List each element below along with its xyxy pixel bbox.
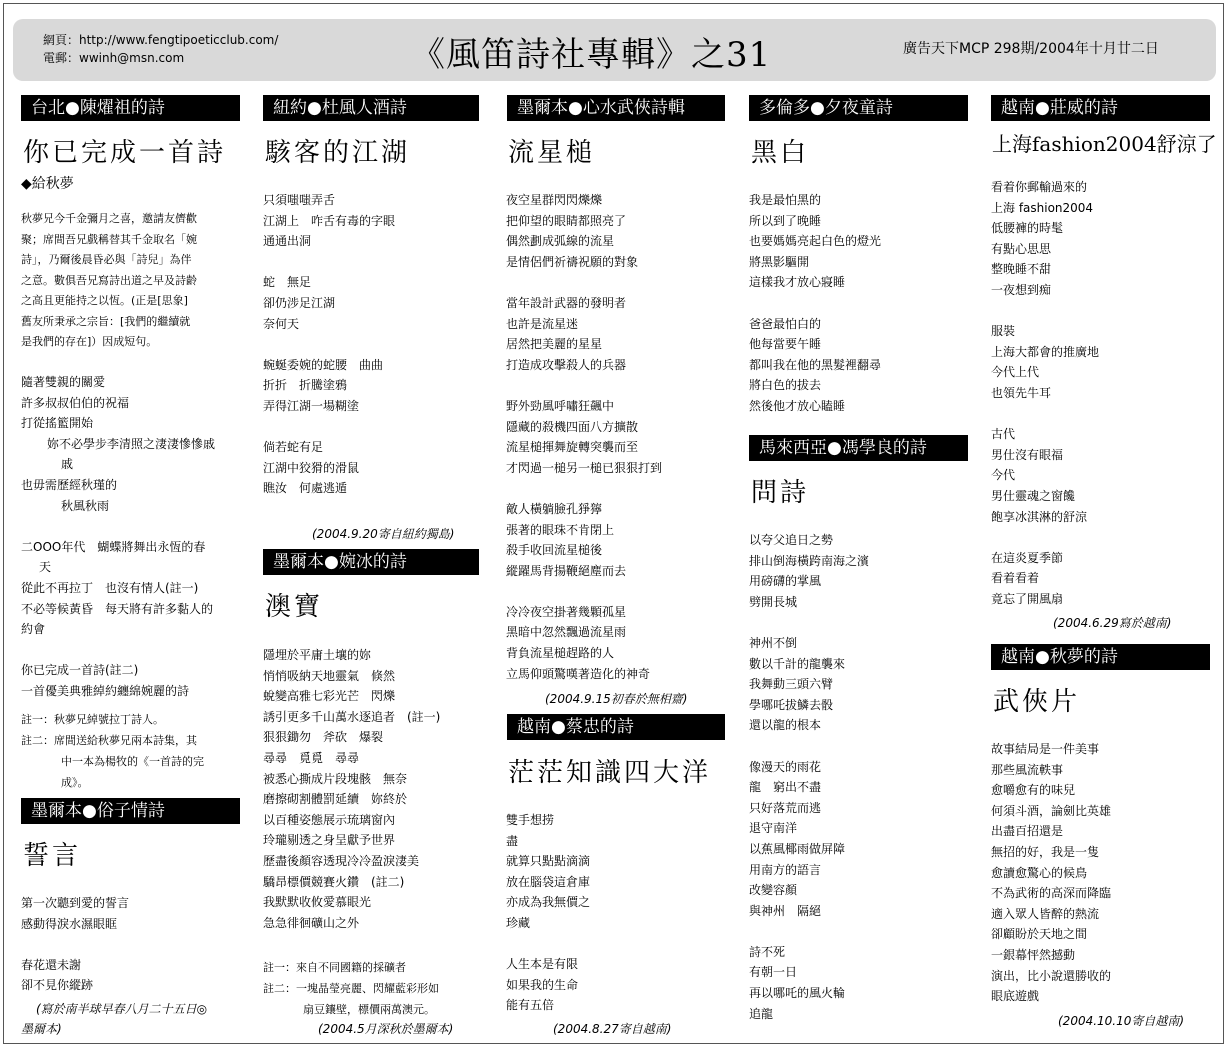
text-line: 隱埋於平庸土壤的妳 (263, 648, 372, 662)
text-line: 再以哪吒的風火輪 (749, 986, 846, 1001)
date-line: (2004.5月深秋於墨爾本) (318, 1022, 454, 1036)
text-line: 冷冷夜空掛著幾顆孤星 (506, 604, 627, 619)
text-line: 看着你郵輸過來的 (991, 180, 1088, 194)
date-line: (2004.9.15初春於無相齋) (545, 692, 688, 706)
poem-body (506, 190, 662, 684)
text-line: 竟忘了開風扇 (991, 591, 1064, 606)
text-line: 磨擦砌割體罰延續 妳終於 (263, 792, 408, 807)
text-line: 隱藏的殺機四面八方擴散 (506, 419, 639, 434)
text-line: 野外勁風呼嘯狂飆中 (506, 398, 615, 413)
text-line: 是我們的存在]）因成短句。 (21, 335, 158, 348)
text-line: 張著的眼珠不肯閉上 (506, 522, 615, 537)
text-line (749, 293, 881, 314)
poem-title: 駭客的江湖 (265, 138, 411, 168)
text-line: 出盡百招還是 (991, 824, 1064, 839)
text-line: 所以到了晚睡 (749, 213, 822, 228)
text-line: 數以千計的龍襲來 (749, 656, 846, 671)
text-line: 用磅礴的掌風 (749, 574, 822, 589)
text-line: 歷盡後顏容透現冷冷盈淚淒美 (263, 853, 420, 868)
text-line: 放在腦袋這倉庫 (506, 874, 591, 889)
text-line: 急急徘徊礦山之外 (263, 915, 360, 930)
text-line: 只好落荒而逃 (749, 800, 822, 815)
poem-body (21, 893, 129, 996)
text-line: 詩不死 (749, 944, 786, 959)
text-line: 人生本是有限 (506, 957, 579, 972)
text-line: 爸爸最怕白的 (749, 316, 822, 331)
text-line: 許多叔叔伯伯的祝福 (21, 395, 130, 410)
text-line: 卻顧盼於天地之間 (991, 927, 1088, 942)
text-line (506, 581, 662, 602)
text-line: 狠狠鋤勿 斧砍 爆裂 (263, 730, 384, 745)
preface-text (21, 209, 197, 353)
text-line: 我默默收攸愛慕眼光 (263, 895, 372, 910)
text-line: 殺手收回流星槌後 (506, 543, 603, 558)
text-line: 珍藏 (506, 915, 531, 930)
text-line: 改變容顏 (749, 883, 798, 898)
text-line: 也要媽媽亮起白色的燈光 (749, 234, 882, 249)
text-line: 整晚睡不甜 (991, 262, 1052, 277)
text-line: 尋尋 覓覓 尋尋 (263, 750, 360, 765)
text-line: 註一：秋夢兄綽號拉丁詩人。 (21, 713, 164, 726)
text-line: 註二：席間送給秋夢兄兩本詩集，其 (21, 734, 197, 747)
text-line: 被悉心撕成片段塊骸 無奈 (263, 771, 408, 786)
text-line: 看着看着 (991, 571, 1040, 586)
text-line: 適入眾人皆醉的熱流 (991, 906, 1100, 921)
poem-body (749, 530, 869, 1024)
text-line: 他每當要午睡 (749, 337, 822, 352)
poem-body (263, 190, 395, 499)
text-line: 一夜想到痴 (991, 282, 1052, 297)
text-line: 卻不見你縱跡 (21, 978, 94, 993)
section-bar: 越南●秋夢的詩 (991, 644, 1210, 670)
text-line: 扇豆鑲壁，標價兩萬澳元。 (303, 1003, 435, 1016)
text-line: 如果我的生命 (506, 977, 579, 992)
text-line: 一銀幕怦然撼動 (991, 947, 1076, 962)
text-line: 飽享冰淇淋的舒涼 (991, 509, 1088, 524)
text-line: 上海大都會的推廣地 (991, 344, 1100, 359)
poem-body (991, 177, 1099, 609)
text-line: 將黑影驅開 (749, 254, 810, 269)
text-line: 打從搖籃開始 (21, 416, 94, 431)
text-line: 通通出洞 (263, 234, 312, 249)
text-line: 蛻變高雅七彩光芒 閃爍 (263, 689, 396, 704)
text-line (991, 301, 1099, 322)
text-line: 第一次聽到愛的誓言 (21, 896, 130, 910)
text-line: 也毋需歷經秋瑾的 (21, 477, 118, 492)
text-line: 將白色的拔去 (749, 378, 822, 393)
section-bar: 台北●陳燿祖的詩 (21, 95, 240, 121)
dedication: ◆給秋夢 (21, 176, 74, 192)
text-line: 註二：一塊晶瑩亮麗、閃耀藍彩形如 (263, 982, 439, 995)
text-line: 奈何天 (263, 316, 300, 331)
text-line: 退守南洋 (749, 821, 798, 836)
website-line: 網頁：http://www.fengtipoeticclub.com/ (43, 33, 279, 47)
poem-body (991, 739, 1111, 1007)
text-line: 江湖中狡猾的滑鼠 (263, 460, 360, 475)
text-line (263, 334, 395, 355)
text-line: 劈開長城 (749, 594, 798, 609)
header-banner (13, 19, 1216, 81)
text-line: 與神州 隔絕 (749, 903, 822, 918)
text-line: 聚；席間吾兄戲稱替其千金取名「婉 (21, 232, 197, 246)
text-line (506, 272, 662, 293)
text-line: 舊友所秉承之宗旨：[我們的繼續就 (21, 314, 191, 328)
text-line (506, 375, 662, 396)
text-line: 排山倒海橫跨南海之濱 (749, 553, 870, 568)
text-line: 夜空星群閃閃爍爍 (506, 193, 603, 207)
text-line (991, 527, 1099, 548)
poem-body (506, 810, 590, 1016)
text-line: 偶然劃成弧線的流星 (506, 234, 615, 249)
text-line: 神州不倒 (749, 635, 798, 650)
text-line: 服裝 (991, 324, 1016, 339)
text-line: 男仕沒有眼福 (991, 447, 1064, 462)
poem-title: 誓言 (23, 841, 82, 871)
text-line: 弄得江湖一場糊塗 (263, 398, 360, 413)
text-line: 無招的好，我是一隻 (991, 844, 1100, 859)
text-line: 那些風流軼事 (991, 762, 1064, 777)
text-line (749, 612, 869, 633)
section-bar: 墨爾本●心水武俠詩輯 (507, 95, 725, 121)
text-line: 感動得淚水濕眼眶 (21, 916, 118, 931)
text-line: 江湖上 咋舌有毒的字眼 (263, 213, 396, 228)
section-bar: 墨爾本●婉冰的詩 (263, 549, 479, 575)
text-line: 把仰望的眼睛都照亮了 (506, 213, 627, 228)
poem-title: 黑白 (751, 138, 810, 168)
text-line: 然後他才放心瞌睡 (749, 398, 846, 413)
poem-title: 流星槌 (508, 138, 596, 168)
section-bar: 紐約●杜風人酒詩 (263, 95, 479, 121)
footnotes (263, 957, 439, 1020)
date-line: (2004.10.10寄自越南) (1058, 1014, 1185, 1028)
text-line (263, 417, 395, 438)
text-line: 詩」，乃爾後晨昏必與「詩兒」為伴 (21, 253, 192, 266)
text-line: 蜿蜒委婉的蛇腰 曲曲 (263, 357, 384, 372)
footnotes (21, 709, 204, 793)
text-line: 都叫我在他的黑髮裡翻尋 (749, 357, 882, 372)
text-line: 黑暗中忽然飄過流星雨 (506, 625, 627, 640)
text-line: 玲瓏剔透之身呈獻予世界 (263, 833, 396, 848)
date-line: (2004.6.29寫於越南) (1053, 616, 1172, 630)
poem-body (21, 372, 215, 702)
text-line: 流星槌揮舞旋轉突襲而至 (506, 440, 639, 455)
text-line: 眼底遊戲 (991, 989, 1040, 1004)
text-line: 縱躍馬背揚鞭絕塵而去 (506, 563, 627, 578)
text-line: 用南方的語言 (749, 862, 822, 877)
text-line: 一首優美典雅綽約纏綿婉麗的詩 (21, 683, 190, 698)
email-line: 電郵：wwinh@msn.com (43, 51, 185, 65)
text-line (749, 736, 869, 757)
text-line: 約會 (21, 622, 46, 637)
text-line: 誘引更多千山萬水逐追者 (註一) (263, 709, 441, 724)
text-line: 打造成攻擊殺人的兵器 (506, 357, 627, 372)
text-line: 只須嗤嗤弄舌 (263, 193, 336, 207)
text-line: 學哪吒拔鱗去骰 (749, 697, 834, 712)
text-line: 蛇 無足 (263, 275, 312, 290)
poem-title: 問詩 (751, 478, 810, 508)
text-line: 折折 折騰塗鴉 (263, 378, 348, 393)
text-line: 我舞動三頭六臂 (749, 677, 834, 692)
poem-body (749, 190, 881, 417)
text-line: 驕昂標價競賽火鑽 (註二) (263, 874, 405, 889)
poem-body (263, 645, 440, 933)
text-line: 能有五倍 (506, 998, 555, 1013)
text-line: 是情侶們祈禱祝願的對象 (506, 254, 639, 269)
text-line (506, 478, 662, 499)
text-line: 亦成為我無價之 (506, 895, 591, 910)
text-line: 瞧汝 何處逃遁 (263, 481, 348, 496)
text-line: 才閃過一槌另一槌已狠狠打到 (506, 460, 663, 475)
date-line: (2004.9.20寄自紐約獨島) (312, 527, 455, 541)
section-bar: 馬來西亞●馮學良的詩 (749, 435, 968, 461)
issue-info: 廣告天下MCP 298期/2004年十月廿二日 (903, 41, 1159, 57)
text-line: 之意。數俱吾兄寫詩出道之早及詩齡 (21, 273, 197, 287)
text-line: 不必等候黃昏 每天將有許多黏人的 (21, 601, 214, 616)
text-line: 中一本為楊牧的《一首詩的完 (61, 755, 204, 768)
text-line: 今代 (991, 468, 1016, 483)
poem-title: 你已完成一首詩 (23, 138, 227, 168)
text-line: 我是最怕黑的 (749, 193, 822, 207)
text-line: 追龍 (749, 1006, 774, 1021)
section-bar: 越南●蔡忠的詩 (507, 714, 725, 740)
text-line: 盡 (506, 833, 519, 848)
text-line: 故事結局是一件美事 (991, 742, 1100, 756)
text-line (21, 934, 129, 955)
text-line: 今代上代 (991, 365, 1040, 380)
text-line (506, 934, 590, 955)
text-line: 天 (39, 560, 52, 575)
text-line: 隨著雙親的關愛 (21, 375, 106, 389)
text-line: 不為武術的高深而降臨 (991, 886, 1112, 901)
text-line: 敵人橫躺臉孔猙獰 (506, 501, 603, 516)
text-line: 像漫天的雨花 (749, 759, 822, 774)
text-line: 也領先牛耳 (991, 385, 1052, 400)
text-line (749, 921, 869, 942)
text-line: 當年設計武器的發明者 (506, 295, 627, 310)
text-line: 有朝一日 (749, 965, 798, 980)
text-line: 從此不再拉丁 也沒有情人(註一) (21, 580, 199, 595)
text-line: 龍 窮出不盡 (749, 780, 822, 795)
text-line (991, 404, 1099, 425)
date-line: (2004.8.27寄自越南) (553, 1022, 672, 1036)
date-line: 墨爾本) (21, 1022, 62, 1036)
text-line: 成》。 (61, 776, 89, 789)
text-line: 二OOO年代 蝴蝶將舞出永恆的春 (21, 539, 206, 554)
text-line: 有點心思思 (991, 241, 1052, 256)
text-line: 以夸父追日之勢 (749, 533, 834, 547)
text-line: 註一：來自不同國籍的採礦者 (263, 961, 406, 974)
section-bar: 多倫多●夕夜童詩 (749, 95, 968, 121)
text-line: 還以龍的根本 (749, 718, 822, 733)
poem-title: 澳寶 (265, 592, 324, 622)
text-line: 春花還未謝 (21, 957, 82, 972)
text-line: 你已完成一首詩(註二) (21, 663, 139, 678)
date-line: (寫於南半球早春八月二十五日◎ (36, 1002, 208, 1016)
text-line: 秋夢兄今千金彌月之喜，邀請友儕歡 (21, 212, 197, 225)
text-line: 以蕉風椰雨做屏障 (749, 841, 846, 856)
text-line: 背負流星槌趕路的人 (506, 646, 615, 661)
text-line: 低腰褲的時髦 (991, 221, 1064, 236)
text-line: 男仕靈魂之窗饞 (991, 488, 1076, 503)
text-line: 何須斗酒，論劍比英雄 (991, 803, 1112, 818)
text-line: 悄悄吸納天地靈氣 倏然 (263, 668, 396, 683)
text-line (21, 640, 215, 661)
text-line: 雙手想捞 (506, 813, 555, 827)
page-title: 《風笛詩社專輯》之31 (411, 35, 772, 75)
text-line: 居然把美麗的星星 (506, 337, 603, 352)
poem-title: 上海fashion2004舒涼了 (992, 132, 1217, 156)
text-line: 演出，比小說還勝收的 (991, 968, 1112, 983)
section-bar: 越南●莊威的詩 (991, 95, 1210, 121)
text-line: 以百種姿態展示琉璃窗內 (263, 812, 396, 827)
text-line (263, 252, 395, 273)
section-bar: 墨爾本●俗子情詩 (21, 798, 240, 824)
text-line: 愈讀愈驚心的候鳥 (991, 865, 1088, 880)
text-line: 倘若蛇有足 (263, 440, 324, 455)
text-line (21, 516, 215, 537)
text-line: 古代 (991, 427, 1016, 442)
text-line: 戚 (61, 457, 74, 472)
text-line: 這樣我才放心寢睡 (749, 275, 846, 290)
text-line: 秋風秋雨 (61, 498, 110, 513)
text-line: 卻仍涉足江湖 (263, 295, 336, 310)
poem-title: 茫茫知識四大洋 (508, 758, 712, 788)
header-contact (43, 31, 278, 67)
poem-title: 武俠片 (993, 687, 1081, 717)
text-line: 愈嚼愈有的味兒 (991, 783, 1076, 798)
text-line: 之高且更能持之以恆。(正是[思象] (21, 294, 188, 307)
text-line: 在這炎夏季節 (991, 550, 1064, 565)
text-line: 上海 fashion2004 (991, 200, 1094, 215)
text-line: 就算只點點滴滴 (506, 854, 591, 869)
text-line: 妳不必學步李清照之淒淒慘慘戚 (47, 436, 216, 451)
text-line: 也許是流星迷 (506, 316, 579, 331)
text-line: 立馬仰頭驚嘆著造化的神奇 (506, 666, 651, 681)
